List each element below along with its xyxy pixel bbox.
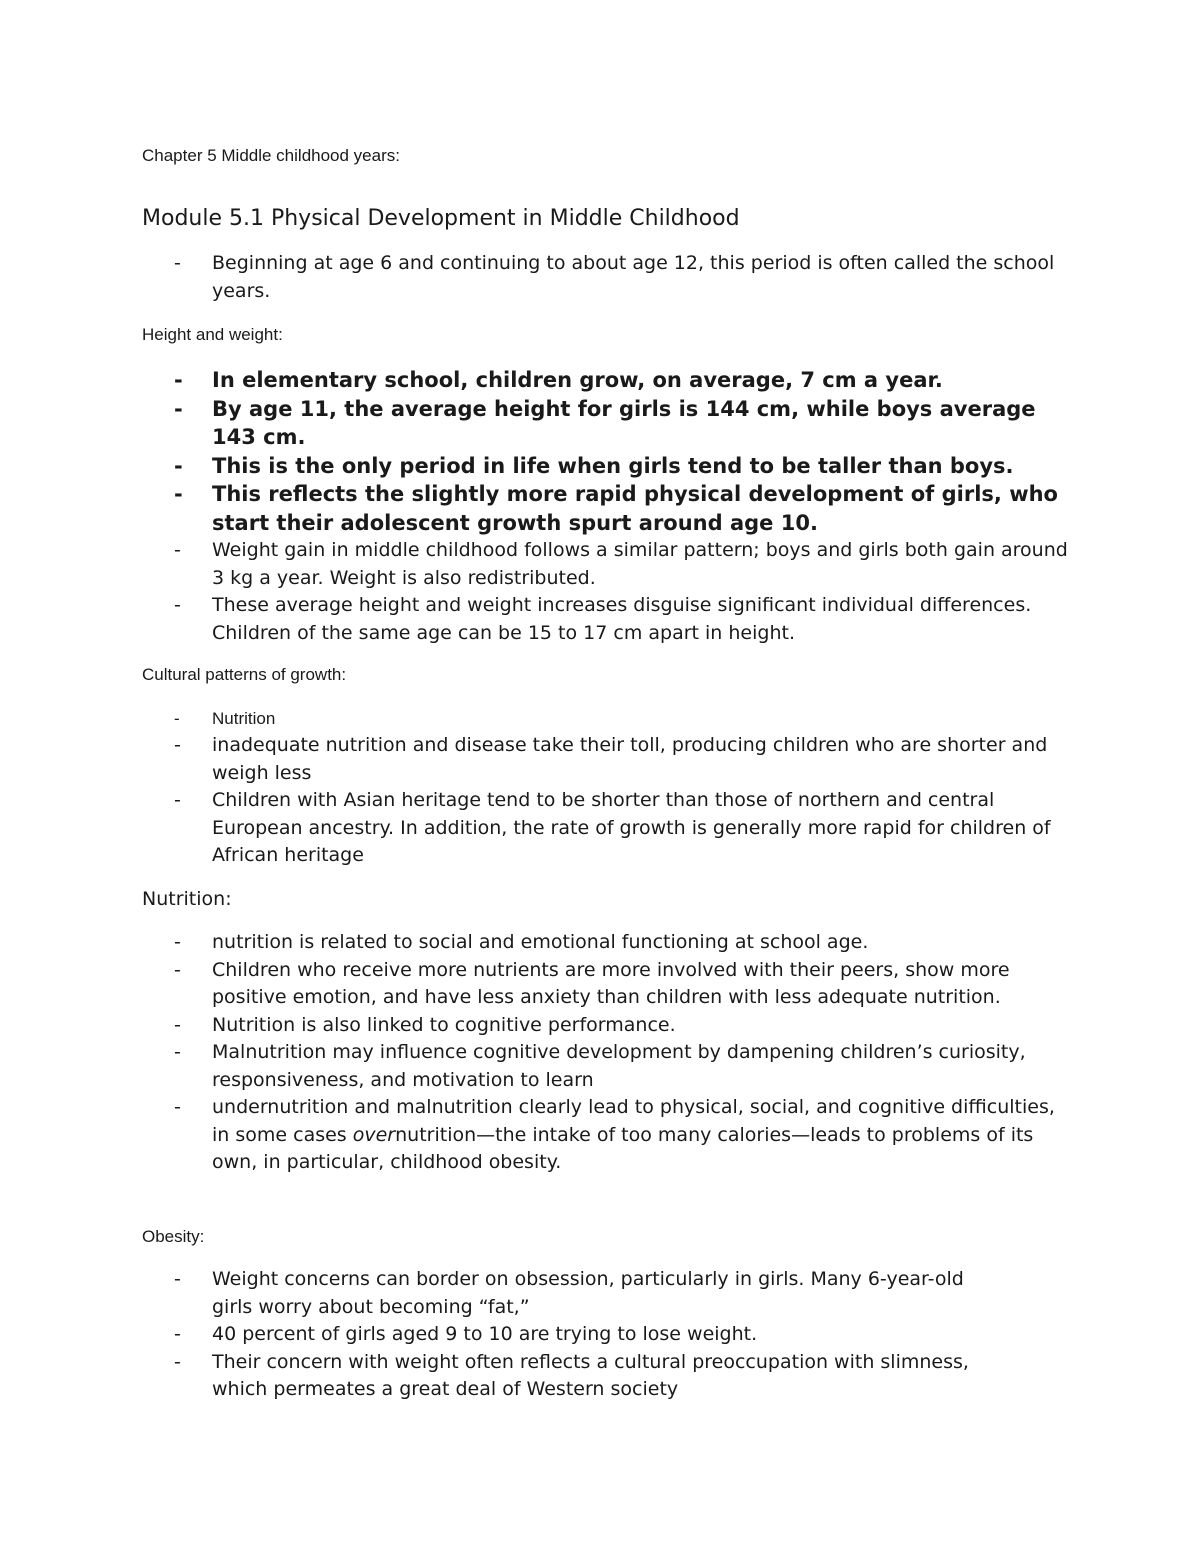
chapter-title: Chapter 5 Middle childhood years: bbox=[142, 146, 400, 165]
list-item: - Weight concerns can border on obsession, particularly in girls. Many 6-year-old girls worry about becoming “fat,” bbox=[170, 1266, 990, 1321]
list-item: - inadequate nutrition and disease take their toll, producing children who are shorter and weigh less bbox=[170, 732, 1070, 787]
module-title: Module 5.1 Physical Development in Middle Childhood bbox=[142, 206, 740, 231]
list-item: - Their concern with weight often reflects a cultural preoccupation with slimness, which permeates a great deal of Western society bbox=[170, 1349, 990, 1404]
section-heading-nutrition: Nutrition: bbox=[142, 888, 232, 910]
list-item: - Children who receive more nutrients are more involved with their peers, show more positive emotion, and have less anxiety than children with less adequate nutrition. bbox=[170, 957, 1070, 1012]
list-item bbox=[170, 1094, 1070, 1177]
list-item: - This is the only period in life when girls tend to be taller than boys. bbox=[170, 452, 1070, 481]
emphasis-text: over bbox=[352, 1123, 396, 1146]
list-item-text: undernutrition and malnutrition clearly lead to physical, social, and cognitive difficulties, in some cases bbox=[212, 1096, 1055, 1146]
intro-list bbox=[170, 250, 1070, 305]
list-item: - By age 11, the average height for girls is 144 cm, while boys average 143 cm. bbox=[170, 395, 1070, 452]
list-item: - In elementary school, children grow, on average, 7 cm a year. bbox=[170, 366, 1070, 395]
list-item: - Beginning at age 6 and continuing to about age 12, this period is often called the school years. bbox=[170, 250, 1070, 305]
section-heading-obesity: Obesity: bbox=[142, 1227, 205, 1246]
cultural-list bbox=[170, 705, 1070, 870]
list-item: - These average height and weight increases disguise significant individual differences. Children of the same age can be 15 to 17 cm apart in height. bbox=[170, 592, 1070, 647]
list-item: - Children with Asian heritage tend to be shorter than those of northern and central European ancestry. In addition, the rate of growth is generally more rapid for children of African heritage bbox=[170, 787, 1070, 870]
list-item: - nutrition is related to social and emotional functioning at school age. bbox=[170, 929, 1070, 957]
nutrition-list bbox=[170, 929, 1070, 1177]
height-weight-list bbox=[170, 366, 1070, 647]
section-heading-cultural: Cultural patterns of growth: bbox=[142, 665, 347, 684]
list-item: - 40 percent of girls aged 9 to 10 are trying to lose weight. bbox=[170, 1321, 990, 1349]
list-item: - Malnutrition may influence cognitive development by dampening children’s curiosity, responsiveness, and motivation to learn bbox=[170, 1039, 1070, 1094]
list-item: - Nutrition bbox=[170, 705, 1070, 732]
list-item: - Nutrition is also linked to cognitive performance. bbox=[170, 1012, 1070, 1040]
obesity-list bbox=[170, 1266, 990, 1404]
list-item: - Weight gain in middle childhood follows a similar pattern; boys and girls both gain around 3 kg a year. Weight is also redistributed. bbox=[170, 537, 1070, 592]
section-heading-height-weight: Height and weight: bbox=[142, 325, 283, 344]
list-item: - This reflects the slightly more rapid physical development of girls, who start their adolescent growth spurt around age 10. bbox=[170, 480, 1070, 537]
list-item-text: nutrition—the intake of too many calories—leads to problems of its own, in particular, childhood obesity. bbox=[212, 1123, 1034, 1173]
